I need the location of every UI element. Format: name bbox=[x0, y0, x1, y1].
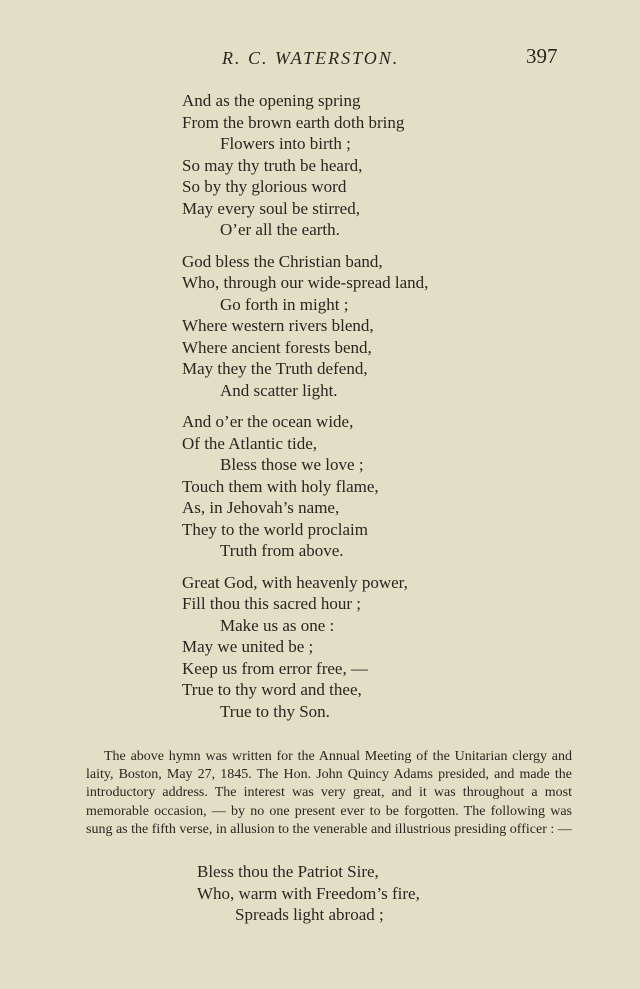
verse-line: Spreads light abroad ; bbox=[235, 905, 384, 924]
verse-line: Bless those we love ; bbox=[220, 455, 364, 474]
verse-line: From the brown earth doth bring bbox=[182, 112, 405, 132]
verse-line: Truth from above. bbox=[220, 541, 344, 560]
verse-line: Great God, with heavenly power, bbox=[182, 572, 408, 592]
verse-line: Make us as one : bbox=[220, 615, 335, 635]
fifth-verse bbox=[197, 861, 497, 926]
verse-line: True to thy Son. bbox=[220, 701, 330, 721]
stanza bbox=[182, 572, 502, 723]
verse-line: They to the world proclaim bbox=[182, 519, 369, 539]
stanza bbox=[182, 90, 502, 241]
verse-line: Where western rivers blend, bbox=[182, 316, 374, 335]
page-header bbox=[0, 44, 640, 74]
footnote-paragraph: The above hymn was written for the Annual Meeting of the Unitarian clergy and laity, Boston, May 27, 1845. The Hon. John Quincy Adams presided, and made the introductory address. The interest was very great, and it was throughout a most memorable occasion, — by no one present ever to be forgotten. The following was sung as the fifth verse, in allusion to the venerable and illustrious presiding officer : — bbox=[86, 749, 572, 837]
verse-line: Who, through our wide-spread land, bbox=[182, 273, 429, 292]
verse-line: Touch them with holy flame, bbox=[182, 476, 379, 496]
verse-line: And as the opening spring bbox=[182, 91, 361, 110]
verse-line: True to thy word and thee, bbox=[182, 680, 362, 699]
stanza bbox=[182, 411, 502, 562]
page-number: 397 bbox=[526, 44, 558, 68]
verse-line: Flowers into birth ; bbox=[220, 134, 351, 153]
verse-line: May we united be ; bbox=[182, 637, 314, 656]
verse-line: O’er all the earth. bbox=[220, 220, 340, 239]
verse-line: Of the Atlantic tide, bbox=[182, 433, 318, 453]
verse-line: God bless the Christian band, bbox=[182, 251, 383, 271]
hymn bbox=[182, 90, 502, 732]
verse-line: So by thy glorious word bbox=[182, 177, 347, 196]
verse-line: So may thy truth be heard, bbox=[182, 155, 363, 175]
verse-line: Bless thou the Patriot Sire, bbox=[197, 862, 379, 881]
verse-line: Go forth in might ; bbox=[220, 294, 349, 314]
verse-line: And scatter light. bbox=[220, 380, 338, 400]
verse-line: May every soul be stirred, bbox=[182, 198, 360, 218]
verse-line: Keep us from error free, — bbox=[182, 658, 368, 678]
verse-line: Who, warm with Freedom’s fire, bbox=[197, 883, 420, 903]
verse-line: Fill thou this sacred hour ; bbox=[182, 594, 361, 613]
running-title: R. C. WATERSTON. bbox=[222, 48, 400, 68]
stanza bbox=[182, 251, 502, 402]
verse-line: As, in Jehovah’s name, bbox=[182, 498, 340, 517]
verse-line: May they the Truth defend, bbox=[182, 359, 368, 378]
verse-line: And o’er the ocean wide, bbox=[182, 412, 354, 431]
verse-line: Where ancient forests bend, bbox=[182, 337, 372, 357]
